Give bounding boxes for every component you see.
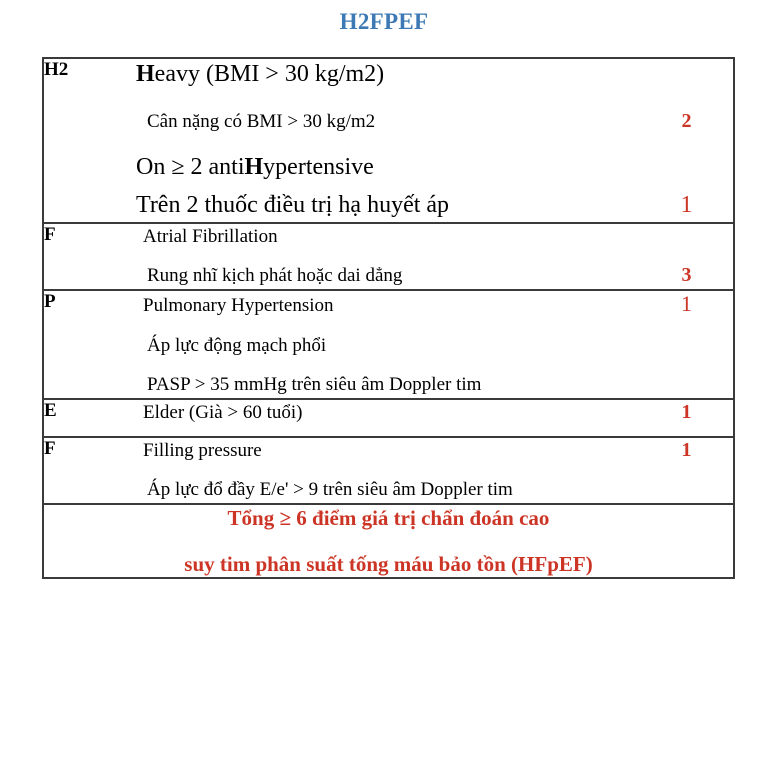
criterion-line-heavy-en [121,59,733,91]
criterion-body-e [121,399,734,437]
page-title: H2FPEF [339,9,429,34]
criterion-text-pulmhtn-vn: Áp lực động mạch phổi [147,334,327,356]
criterion-text-filling-detail: Áp lực đổ đầy E/e' > 9 trên siêu âm Doppler tim [147,479,513,501]
criterion-score-elder: 1 [681,400,692,423]
criterion-line-pulmhtn-vn [121,333,733,359]
criterion-line-antihtn-vn [121,190,733,222]
criterion-body-f-filling [121,437,734,504]
criterion-body-p [121,290,734,399]
criterion-line-pulmhtn-en [121,291,733,319]
criterion-line-heavy-vn [121,109,733,135]
criterion-line-filling-en [121,438,733,464]
criterion-key-h2: H2 [44,59,69,80]
criterion-score-filling: 1 [681,438,692,461]
criterion-score-heavy-vn: 2 [681,109,692,132]
table-row-summary [43,504,734,579]
criterion-line-afib-vn [121,263,733,289]
summary-line-diagnosis: suy tim phân suất tống máu bảo tồn (HFpEF) [184,552,593,577]
criterion-line-afib-en [121,224,733,250]
criterion-text-filling-en: Filling pressure [143,439,262,461]
criterion-text-afib-en: Atrial Fibrillation [143,225,278,247]
summary-cell [43,504,734,579]
criterion-key-f-afib: F [44,223,56,245]
criterion-line-elder-en [121,400,733,426]
table-row-f-afib [43,223,734,290]
summary-line-threshold: Tổng ≥ 6 điểm giá trị chẩn đoán cao [227,505,550,530]
criterion-score-pulmhtn: 1 [681,290,692,316]
criterion-key-e: E [44,399,57,421]
criterion-key-p: P [44,290,56,312]
table-row-f-filling [43,437,734,504]
criterion-text-elder-en: Elder (Già > 60 tuổi) [143,401,303,423]
criterion-score-antihtn-vn: 1 [680,191,693,218]
criterion-text-pasp-detail: PASP > 35 mmHg trên siêu âm Doppler tim [147,374,482,396]
criterion-line-antihtn-en [121,152,733,184]
criterion-body-h2 [121,58,734,223]
criterion-text-afib-vn: Rung nhĩ kịch phát hoặc dai dẳng [147,265,403,287]
criterion-line-pasp-detail [121,372,733,398]
criterion-text-heavy-en: Heavy (BMI > 30 kg/m2) [136,61,385,87]
criterion-body-f-afib [121,223,734,290]
criterion-score-afib-vn: 3 [681,264,692,287]
criterion-text-antihtn-vn: Trên 2 thuốc điều trị hạ huyết áp [136,191,450,218]
criterion-key-f-filling: F [44,437,56,459]
h2fpef-criteria-table [42,57,735,579]
table-row-h2 [43,58,734,223]
criterion-line-filling-detail [121,477,733,503]
criterion-text-heavy-vn: Cân nặng có BMI > 30 kg/m2 [147,110,376,132]
criterion-text-antihtn-en: On ≥ 2 antiHypertensive [136,154,374,181]
table-row-p [43,290,734,399]
criterion-text-pulmhtn-en: Pulmonary Hypertension [143,294,334,316]
table-row-e [43,399,734,437]
